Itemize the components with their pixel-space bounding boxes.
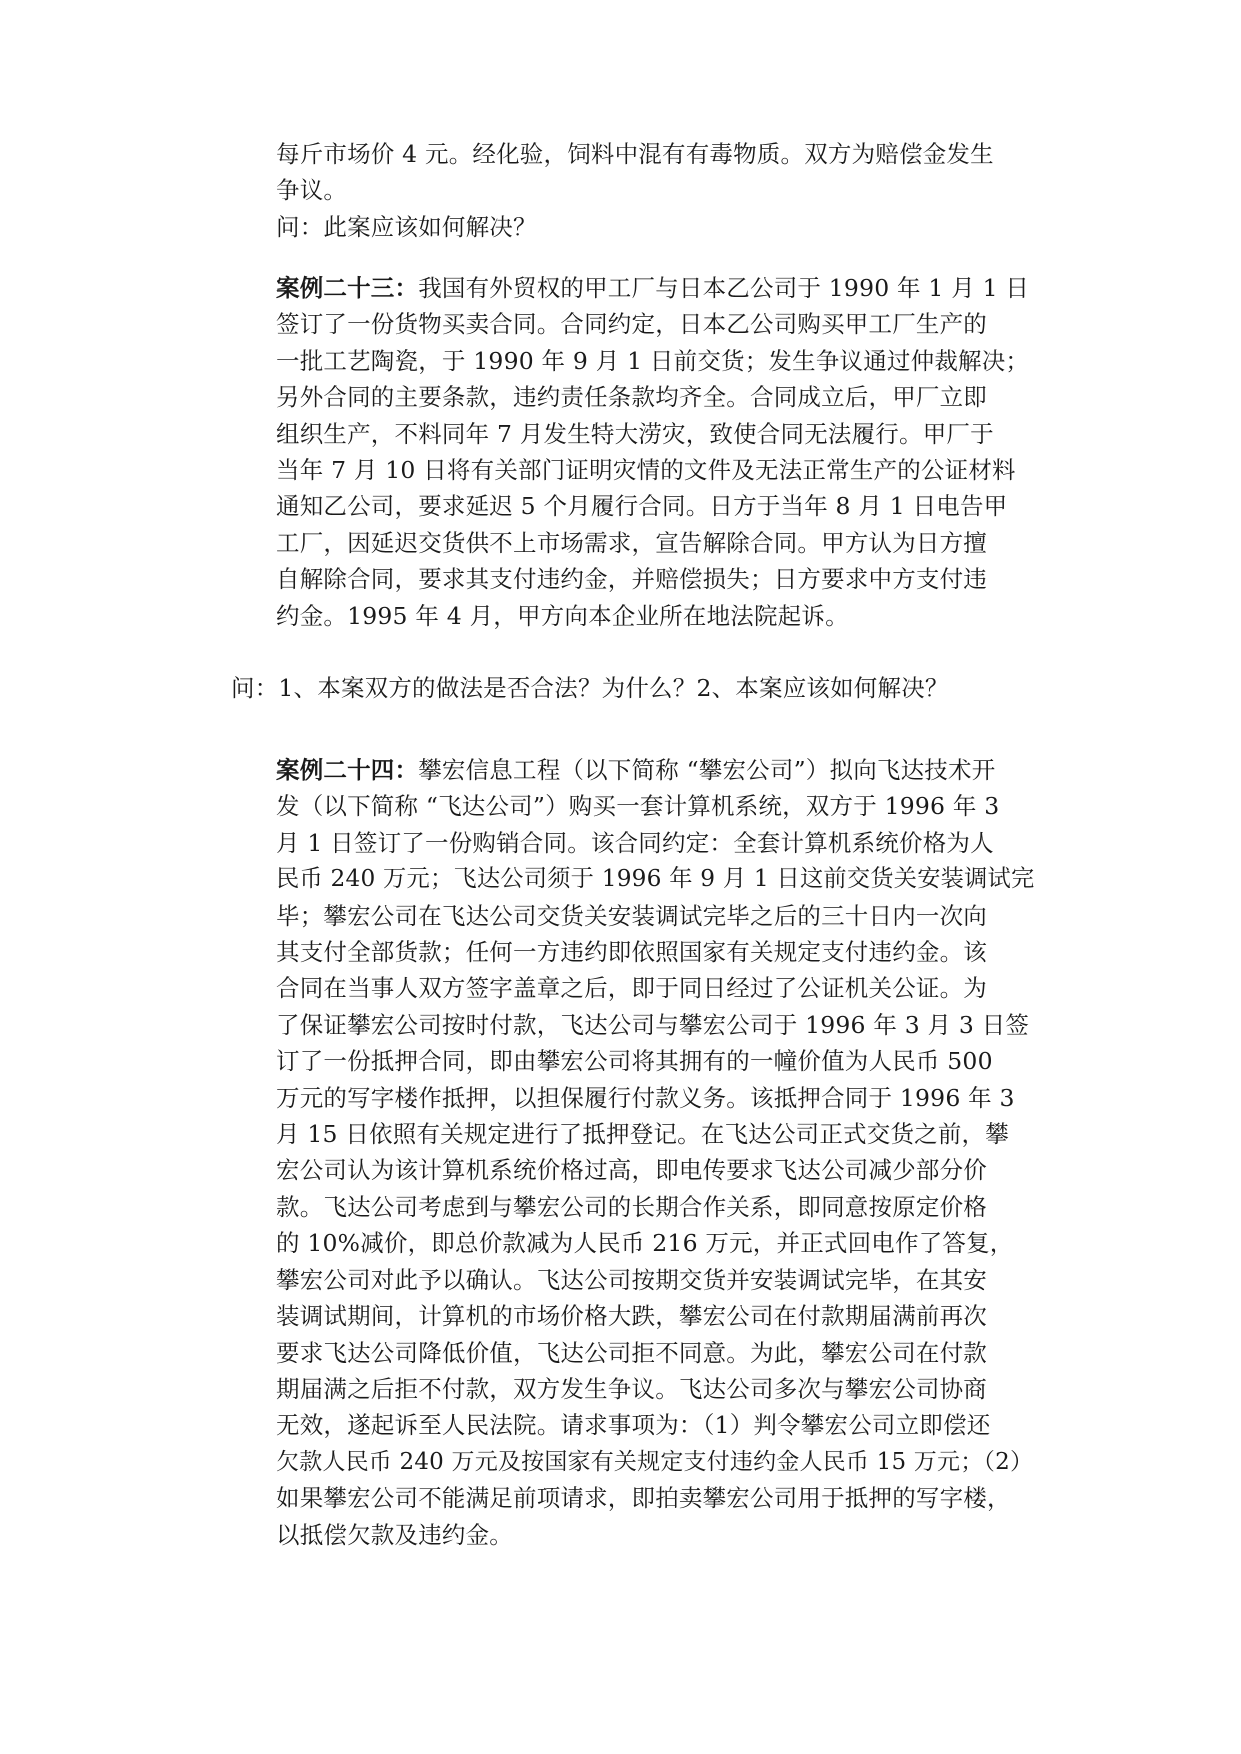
case-23-line: 通知乙公司，要求延迟 5 个月履行合同。日方于当年 8 月 1 日电告甲: [276, 492, 1008, 521]
case-24-first-line-text: 攀宏信息工程（以下简称 “攀宏公司”）拟向飞达技术开: [418, 756, 996, 784]
case-23-line: 组织生产，不料同年 7 月发生特大涝灾，致使合同无法履行。甲厂于: [276, 419, 994, 448]
case-24-line: 其支付全部货款；任何一方违约即依照国家有关规定支付违约金。该: [276, 938, 987, 967]
case-24-paragraph: [276, 752, 1036, 1553]
case-24-line: 以抵偿欠款及违约金。: [276, 1520, 513, 1549]
case-24-line: 要求飞达公司降低价值，飞达公司拒不同意。为此，攀宏公司在付款: [276, 1338, 987, 1367]
case-24-line: 毕；攀宏公司在飞达公司交货关安装调试完毕之后的三十日内一次向: [276, 901, 987, 930]
case-24-label: 案例二十四：: [276, 756, 419, 784]
case-24-line: 如果攀宏公司不能满足前项请求，即拍卖攀宏公司用于抵押的写字楼，: [276, 1484, 1011, 1513]
case-24-line: 攀宏公司对此予以确认。飞达公司按期交货并安装调试完毕，在其安: [276, 1265, 987, 1294]
case-24-line: 宏公司认为该计算机系统价格过高，即电传要求飞达公司减少部分价: [276, 1156, 987, 1185]
case-23-line: 签订了一份货物买卖合同。合同约定，日本乙公司购买甲工厂生产的: [276, 310, 987, 339]
case-24-first-line: [276, 752, 1036, 788]
intro-line: 争议。: [276, 176, 348, 205]
case-24-line: 合同在当事人双方签字盖章之后，即于同日经过了公证机关公证。为: [276, 974, 987, 1003]
case-24-line: 款。飞达公司考虑到与攀宏公司的长期合作关系，即同意按原定价格: [276, 1192, 987, 1221]
case-23-line: 自解除合同，要求其支付违约金，并赔偿损失；日方要求中方支付违: [276, 565, 987, 594]
case-23-first-line: [276, 270, 1036, 306]
case-23-label: 案例二十三：: [276, 274, 419, 302]
case-23-line: 一批工艺陶瓷，于 1990 年 9 月 1 日前交货；发生争议通过仲裁解决；: [276, 346, 1030, 375]
intro-paragraph: [276, 136, 1036, 245]
case-24-line: 月 1 日签订了一份购销合同。该合同约定：全套计算机系统价格为人: [276, 828, 994, 857]
case-23-question: 问：1、本案双方的做法是否合法？为什么？2、本案应该如何解决？: [231, 674, 949, 702]
case-24-line: 万元的写字楼作抵押，以担保履行付款义务。该抵押合同于 1996 年 3: [276, 1083, 1015, 1112]
case-24-line: 期届满之后拒不付款，双方发生争议。飞达公司多次与攀宏公司协商: [276, 1374, 987, 1403]
case-23-paragraph: [276, 270, 1036, 634]
case-24-line: 欠款人民币 240 万元及按国家有关规定支付违约金人民币 15 万元；（2）: [276, 1448, 1034, 1475]
case-24-line: 装调试期间，计算机的市场价格大跌，攀宏公司在付款期届满前再次: [276, 1302, 987, 1331]
case-23-line: 工厂，因延迟交货供不上市场需求，宣告解除合同。甲方认为日方擅: [276, 528, 987, 557]
case-23-line: 另外合同的主要条款，违约责任条款均齐全。合同成立后，甲厂立即: [276, 383, 987, 412]
case-24-line: 了保证攀宏公司按时付款，飞达公司与攀宏公司于 1996 年 3 月 3 日签: [276, 1010, 1030, 1039]
intro-question: 问：此案应该如何解决？: [276, 212, 537, 241]
case-23-first-line-text: 我国有外贸权的甲工厂与日本乙公司于 1990 年 1 月 1 日: [418, 274, 1030, 302]
case-24-line: 发（以下简称 “飞达公司”）购买一套计算机系统，双方于 1996 年 3: [276, 792, 1000, 821]
intro-line: 每斤市场价 4 元。经化验，饲料中混有有毒物质。双方为赔偿金发生: [276, 140, 994, 168]
case-24-line: 订了一份抵押合同，即由攀宏公司将其拥有的一幢价值为人民币 500: [276, 1047, 993, 1076]
case-23-line: 约金。1995 年 4 月，甲方向本企业所在地法院起诉。: [276, 601, 849, 630]
case-24-line: 无效，遂起诉至人民法院。请求事项为：（1）判令攀宏公司立即偿还: [276, 1411, 991, 1440]
case-24-line: 民币 240 万元；飞达公司须于 1996 年 9 月 1 日这前交货关安装调试完: [276, 865, 1035, 893]
case-24-line: 月 15 日依照有关规定进行了抵押登记。在飞达公司正式交货之前，攀: [276, 1120, 1009, 1149]
case-23-line: 当年 7 月 10 日将有关部门证明灾情的文件及无法正常生产的公证材料: [276, 456, 1016, 485]
case-24-line: 的 10%减价，即总价款减为人民币 216 万元，并正式回电作了答复，: [276, 1229, 1014, 1258]
